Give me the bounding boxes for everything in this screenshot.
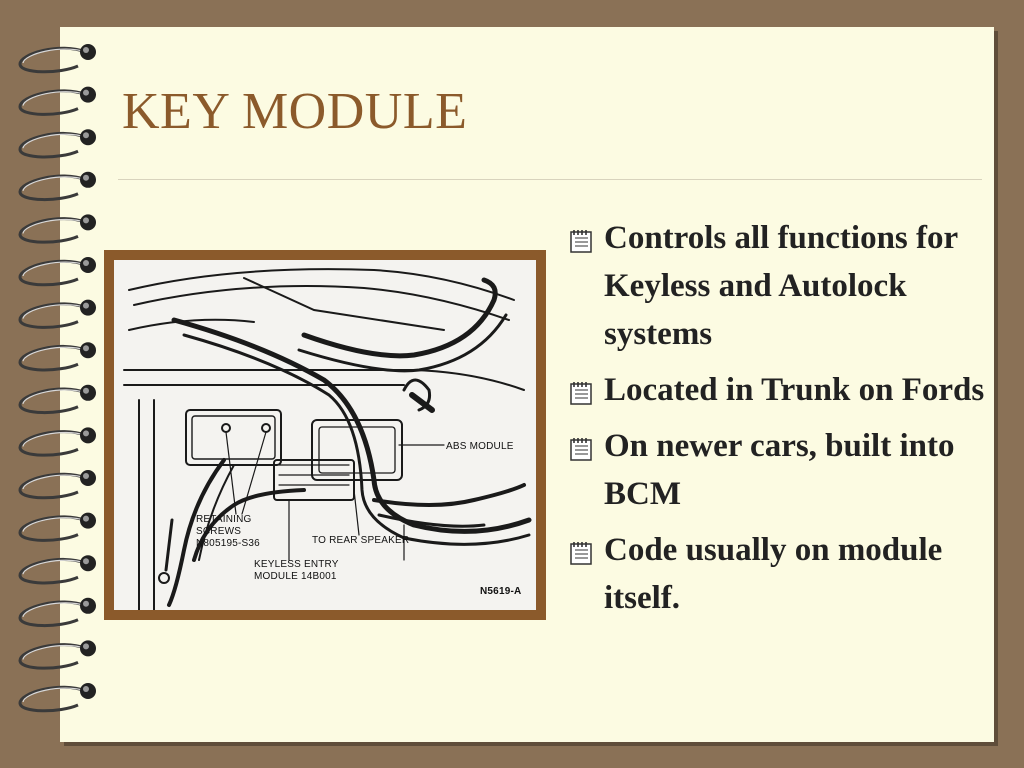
label-retaining-screws-1: RETAINING (196, 514, 252, 525)
notepad-icon (566, 228, 596, 254)
slide-title: KEY MODULE (122, 83, 468, 140)
label-abs-module: ABS MODULE (446, 441, 514, 452)
bullet-text: Controls all functions for Keyless and Autolock systems (604, 220, 958, 352)
spiral-binding-icon (0, 0, 110, 768)
label-rear-speaker: TO REAR SPEAKER (312, 535, 410, 546)
key-module-diagram (114, 260, 536, 610)
label-retaining-screws-2: SCREWS (196, 526, 242, 537)
bullet-list (566, 214, 986, 630)
bullet-text: Code usually on module itself. (604, 532, 943, 616)
diagram-drawing (114, 260, 536, 610)
bullet-item (566, 366, 986, 414)
bullet-text: On newer cars, built into BCM (604, 428, 955, 512)
label-figure-code: N5619-A (480, 586, 522, 597)
bullet-item (566, 422, 986, 518)
label-retaining-screws-3: N805195-S36 (196, 538, 260, 549)
notepad-icon (566, 540, 596, 566)
notepad-icon (566, 380, 596, 406)
label-keyless-entry-2: MODULE 14B001 (254, 571, 337, 582)
notepad-icon (566, 436, 596, 462)
bullet-item (566, 214, 986, 358)
label-keyless-entry-1: KEYLESS ENTRY (254, 559, 339, 570)
bullet-text: Located in Trunk on Fords (604, 372, 985, 408)
bullet-item (566, 526, 986, 622)
title-divider (118, 179, 982, 180)
